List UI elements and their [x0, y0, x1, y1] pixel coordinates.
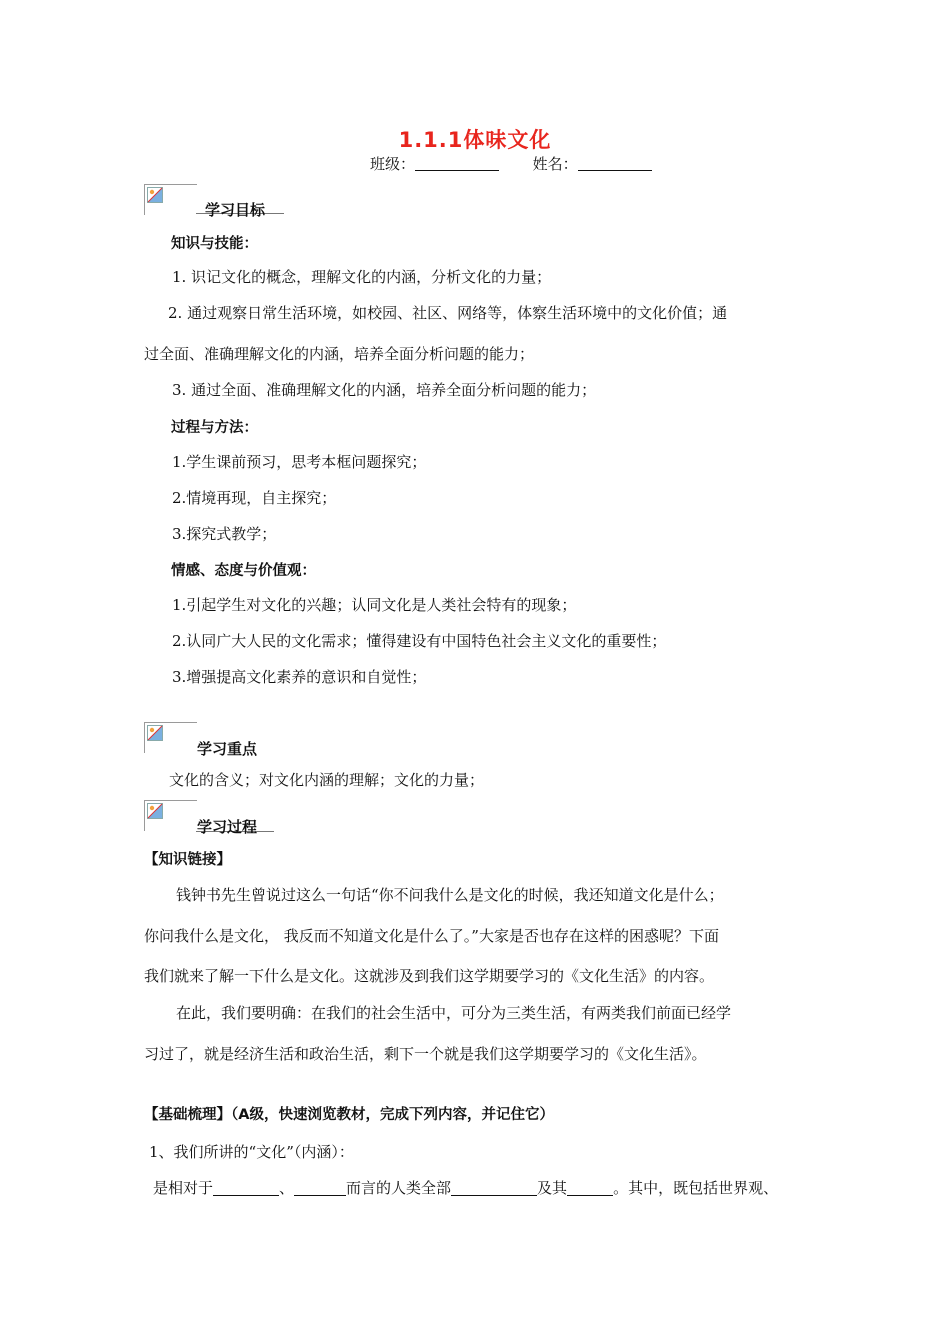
broken-image-icon [144, 184, 196, 214]
q1-blank-2[interactable] [294, 1180, 346, 1196]
goal-process-2: 2.情境再现，自主探究； [172, 489, 337, 507]
paragraph-2-line-2: 习过了，就是经济生活和政治生活，剩下一个就是我们这学期要学习的《文化生活》。 [144, 1045, 707, 1063]
question-1: 1、我们所讲的“文化”（内涵）： [149, 1143, 354, 1161]
page-title: 1.1.1体味文化 [398, 128, 552, 152]
q1-text-1: 是相对于 [153, 1179, 214, 1197]
goal-emotion-1: 1.引起学生对文化的兴趣；认同文化是人类社会特有的现象； [172, 596, 577, 614]
q1-blank-3[interactable] [451, 1180, 537, 1196]
paragraph-2-line-1: 在此，我们要明确：在我们的社会生活中，可分为三类生活，有两类我们前面已经学 [176, 1004, 732, 1022]
q1-text-3: 而言的人类全部 [346, 1179, 452, 1197]
section-heading-goals: 学习目标 [205, 201, 266, 219]
subheading-emotion: 情感、态度与价值观： [171, 563, 316, 579]
goal-process-1: 1.学生课前预习，思考本框问题探究； [172, 453, 427, 471]
q1-text-4: 及其 [537, 1179, 568, 1197]
paragraph-1-line-1: 钱钟书先生曾说过这么一句话“你不问我什么是文化的时候，我还知道文化是什么； [176, 886, 724, 904]
paragraph-1-line-2: 你问我什么是文化， 我反而不知道文化是什么了。”大家是否也存在这样的困惑呢？下面 [144, 927, 719, 945]
goal-knowledge-1: 1. 识记文化的概念，理解文化的内涵，分析文化的力量； [172, 268, 552, 286]
class-label: 班级： [370, 155, 416, 173]
q1-blank-4[interactable] [567, 1180, 613, 1196]
basic-review-title: 【基础梳理】（A级，快速浏览教材，完成下列内容，并记住它） [144, 1107, 554, 1123]
name-blank[interactable] [578, 155, 652, 171]
goal-process-3: 3.探究式教学； [172, 525, 277, 543]
section-heading-process: 学习过程 [197, 818, 258, 836]
knowledge-link-title: 【知识链接】 [144, 852, 231, 868]
focus-text: 文化的含义；对文化内涵的理解；文化的力量； [169, 771, 485, 789]
q1-blank-1[interactable] [213, 1180, 279, 1196]
name-label: 姓名： [532, 155, 578, 173]
goal-knowledge-3: 3. 通过全面、准确理解文化的内涵，培养全面分析问题的能力； [172, 381, 597, 399]
student-info [370, 153, 652, 174]
class-blank[interactable] [415, 155, 499, 171]
q1-text-5: 。其中，既包括世界观、 [613, 1179, 779, 1197]
broken-image-icon [144, 800, 196, 830]
subheading-knowledge: 知识与技能： [171, 236, 258, 252]
goal-emotion-3: 3.增强提高文化素养的意识和自觉性； [172, 668, 427, 686]
goal-emotion-2: 2.认同广大人民的文化需求；懂得建设有中国特色社会主义文化的重要性； [172, 632, 667, 650]
goal-knowledge-2-cont: 过全面、准确理解文化的内涵，培养全面分析问题的能力； [144, 345, 535, 363]
goal-knowledge-2: 2. 通过观察日常生活环境，如校园、社区、网络等，体察生活环境中的文化价值；通 [168, 304, 728, 322]
paragraph-1-line-3: 我们就来了解一下什么是文化。这就涉及到我们这学期要学习的《文化生活》的内容。 [144, 967, 715, 985]
section-heading-focus: 学习重点 [197, 740, 258, 758]
subheading-process: 过程与方法： [171, 420, 258, 436]
question-1-fill-line [153, 1177, 778, 1198]
broken-image-icon [144, 722, 196, 752]
q1-text-2: 、 [279, 1179, 295, 1197]
